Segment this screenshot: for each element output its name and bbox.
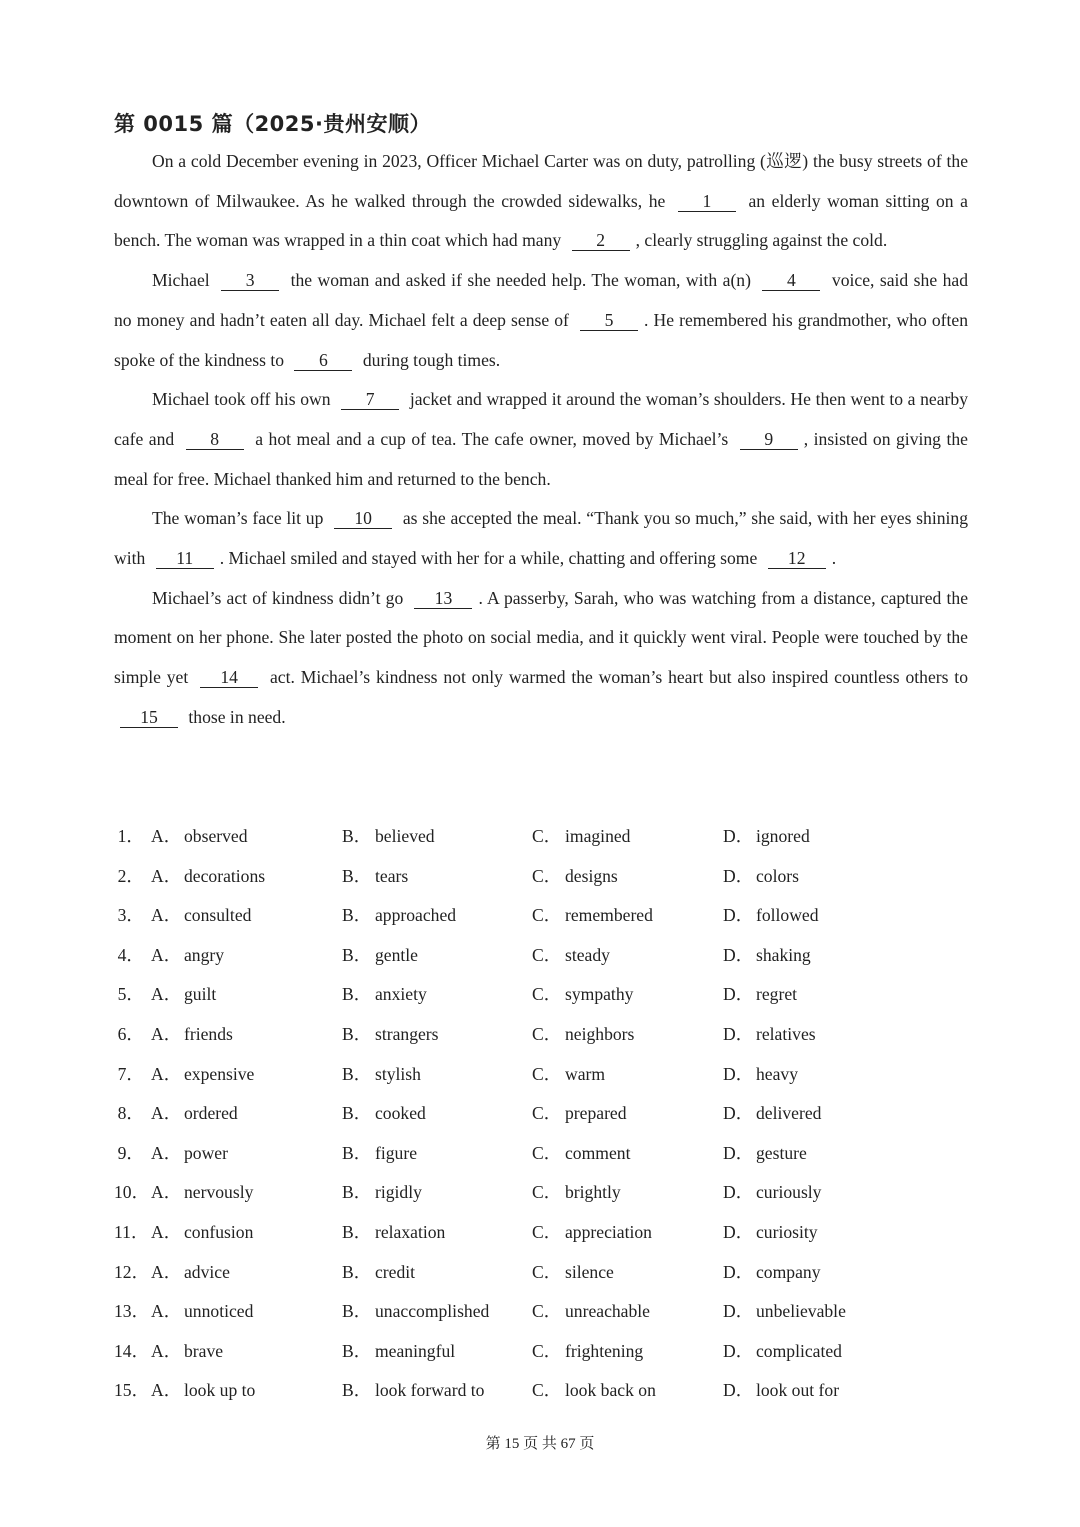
passage-text: as she accepted the meal. “Thank you so much,” she said, with her eyes shining with [114,508,968,569]
passage-text: during tough times. [358,349,501,370]
blank-3: 3 [221,270,279,291]
option-word: relatives [756,1023,816,1044]
option-word: unbelievable [756,1301,846,1322]
question-number: 14． [114,1340,150,1361]
option-word: warm [565,1063,606,1084]
option-choice [532,1094,627,1134]
option-choice [151,936,224,976]
option-choice [532,1015,634,1055]
option-letter: A． [151,944,182,965]
option-word: delivered [756,1103,822,1124]
question-row [114,1292,974,1332]
option-letter: A． [151,1023,182,1044]
option-word: anxiety [375,984,427,1005]
question-row [114,896,974,936]
option-choice [532,936,610,976]
option-choice [723,817,810,857]
option-word: prepared [565,1103,627,1124]
option-word: unreachable [565,1301,650,1322]
option-word: ignored [756,826,810,846]
option-word: gentle [375,944,418,965]
option-choice [151,1292,253,1332]
passage-title: 第 0015 篇（2025·贵州安顺） [114,112,431,136]
option-letter: B． [342,1023,372,1044]
passage-text: . [831,548,837,569]
question-row [114,1213,974,1253]
option-letter: C． [532,865,562,886]
option-letter: D． [723,1340,754,1361]
option-letter: C． [532,1023,562,1044]
option-choice [342,896,456,936]
blank-2: 2 [572,230,630,251]
question-row [114,1371,974,1411]
option-letter: A． [151,1340,182,1361]
passage-text: the woman and asked if she needed help. The woman, with a(n) [285,270,757,291]
option-word: power [184,1142,228,1163]
option-letter: B． [342,1103,372,1124]
option-word: observed [184,826,248,846]
passage-text: Michael’s act of kindness didn’t go [152,587,409,608]
passage-text: , insisted on giving the meal for free. Michael thanked him and returned to the bench. [114,428,968,489]
blank-12: 12 [768,548,826,569]
option-choice [532,1371,656,1411]
option-word: designs [565,865,618,886]
option-choice [532,1253,614,1293]
option-letter: A． [151,1261,182,1282]
passage-text: a hot meal and a cup of tea. The cafe owner, moved by Michael’s [249,428,734,449]
option-word: look up to [184,1380,256,1401]
option-word: angry [184,944,225,965]
blank-13: 13 [414,588,472,609]
question-number: 1． [117,826,144,846]
option-letter: B． [342,1301,372,1322]
option-letter: C． [532,944,562,965]
option-choice [342,1173,422,1213]
option-letter: D． [723,1261,754,1282]
option-letter: B． [342,984,372,1005]
question-number: 12． [114,1261,150,1282]
option-letter: C． [532,1142,562,1163]
option-choice [342,1055,421,1095]
option-letter: B． [342,1142,372,1163]
option-choice [342,1371,484,1411]
option-word: confusion [184,1221,254,1242]
option-word: complicated [756,1340,842,1361]
option-word: unnoticed [184,1301,254,1322]
option-choice [532,857,618,897]
option-choice [723,1213,818,1253]
option-word: credit [375,1261,416,1282]
option-word: tears [375,865,409,886]
option-word: cooked [375,1103,426,1124]
question-number: 8． [117,1103,144,1124]
option-word: look forward to [375,1380,485,1401]
option-choice [532,1213,652,1253]
question-row [114,936,974,976]
question-row [114,1134,974,1174]
option-word: sympathy [565,984,634,1005]
option-choice [151,817,248,857]
question-number: 5． [117,984,144,1005]
question-number: 15． [114,1380,150,1401]
option-word: regret [756,984,798,1005]
option-letter: C． [532,1380,562,1401]
option-choice [723,975,797,1015]
option-choice [342,936,418,976]
option-letter: D． [723,1380,754,1401]
option-choice [723,1134,807,1174]
blank-14: 14 [200,667,258,688]
option-choice [151,975,216,1015]
passage-paragraph [114,261,968,380]
question-row [114,857,974,897]
question-number: 13． [114,1301,150,1322]
option-letter: C． [532,1340,562,1361]
option-letter: A． [151,826,182,846]
option-choice [532,896,653,936]
passage-paragraph [114,142,968,261]
option-choice [151,1173,253,1213]
option-letter: D． [723,1103,754,1124]
option-word: approached [375,905,457,926]
option-choice [342,817,435,857]
option-choice [723,1173,821,1213]
option-letter: C． [532,984,562,1005]
option-choice [723,1292,846,1332]
option-choice [342,1094,426,1134]
question-number: 4． [117,944,144,965]
option-word: decorations [184,865,266,886]
option-choice [532,1055,605,1095]
option-word: gesture [756,1142,807,1163]
question-row [114,1253,974,1293]
option-letter: A． [151,865,182,886]
passage-text: jacket and wrapped it around the woman’s shoulders. He then went to a nearby cafe and [114,389,968,449]
option-letter: D． [723,1063,754,1084]
option-letter: A． [151,1380,182,1401]
option-letter: A． [151,905,182,926]
passage-text: . Michael smiled and stayed with her for a while, chatting and offering some [219,548,762,569]
option-letter: D． [723,944,754,965]
question-number: 6． [117,1023,144,1044]
option-word: nervously [184,1182,254,1203]
option-letter: B． [342,1221,372,1242]
option-letter: C． [532,1221,562,1242]
option-word: strangers [375,1023,439,1044]
option-choice [532,817,630,857]
option-choice [151,1371,255,1411]
option-word: meaningful [375,1340,456,1361]
passage-text: Michael took off his own [152,389,336,410]
option-letter: B． [342,1182,372,1203]
option-choice [151,1055,254,1095]
option-letter: D． [723,1142,754,1163]
option-word: stylish [375,1063,421,1084]
option-letter: D． [723,826,754,846]
blank-4: 4 [762,270,820,291]
option-letter: A． [151,1142,182,1163]
option-word: relaxation [375,1221,446,1242]
option-letter: A． [151,1221,182,1242]
option-choice [151,1094,238,1134]
option-letter: D． [723,1221,754,1242]
option-choice [532,1332,643,1372]
option-letter: D． [723,1301,754,1322]
option-letter: C． [532,1261,562,1282]
blank-6: 6 [294,350,352,371]
option-letter: B． [342,1380,372,1401]
cloze-passage [114,142,968,738]
option-word: brightly [565,1182,621,1203]
option-letter: B． [342,1261,372,1282]
option-word: brave [184,1340,224,1361]
option-letter: D． [723,984,754,1005]
option-word: ordered [184,1103,238,1124]
option-word: advice [184,1261,230,1282]
option-letter: C． [532,1063,562,1084]
passage-text: voice, said she had no money and hadn’t eaten all day. Michael felt a deep sense of [114,270,968,330]
option-choice [532,1292,650,1332]
passage-text: Michael [152,270,216,291]
option-word: curiosity [756,1221,818,1242]
question-row [114,1055,974,1095]
page-footer: 第 15 页 共 67 页 [485,1436,595,1452]
option-letter: C． [532,1301,562,1322]
blank-7: 7 [341,389,399,410]
option-choice [342,857,408,897]
question-number: 7． [117,1063,144,1084]
option-word: imagined [565,826,631,846]
option-letter: C． [532,1182,562,1203]
option-choice [151,896,251,936]
option-word: look out for [756,1380,840,1401]
option-letter: A． [151,1063,182,1084]
passage-text: . He remembered his grandmother, who often spoke of the kindness to [114,309,968,370]
question-row [114,1173,974,1213]
option-word: colors [756,865,799,886]
blank-8: 8 [186,429,244,450]
option-letter: B． [342,865,372,886]
option-choice [723,1371,839,1411]
question-row [114,817,974,857]
option-word: curiously [756,1182,822,1203]
option-choice [342,1134,417,1174]
option-choice [151,1134,228,1174]
question-row [114,1332,974,1372]
option-choice [723,1094,821,1134]
passage-text: . A passerby, Sarah, who was watching from a distance, captured the moment on her phone. She later posted the photo on social media, and it quickly went viral. People were touched by the simple yet [114,587,968,688]
option-word: guilt [184,984,217,1005]
option-word: appreciation [565,1221,652,1242]
question-row [114,1094,974,1134]
answer-options [114,817,974,1411]
option-word: heavy [756,1063,799,1084]
option-choice [723,857,799,897]
option-letter: A． [151,984,182,1005]
option-choice [342,1213,445,1253]
option-word: rigidly [375,1182,422,1203]
option-choice [151,1015,233,1055]
question-number: 10． [114,1182,150,1203]
option-choice [723,1253,821,1293]
option-choice [342,975,427,1015]
option-letter: D． [723,1182,754,1203]
option-choice [723,936,811,976]
option-choice [723,1015,816,1055]
option-word: consulted [184,905,252,926]
option-word: friends [184,1023,233,1044]
passage-text: those in need. [184,706,286,727]
option-word: neighbors [565,1023,635,1044]
option-word: steady [565,944,610,965]
blank-15: 15 [120,707,178,728]
option-letter: D． [723,905,754,926]
option-choice [532,1173,621,1213]
question-number: 3． [117,905,144,926]
blank-11: 11 [156,548,214,569]
option-word: followed [756,905,819,926]
option-choice [532,975,633,1015]
option-word: company [756,1261,821,1282]
option-choice [723,896,819,936]
option-letter: A． [151,1182,182,1203]
option-choice [342,1292,489,1332]
option-word: silence [565,1261,614,1282]
question-number: 2． [117,865,144,886]
passage-text: The woman’s face lit up [152,508,329,529]
option-word: remembered [565,905,653,926]
passage-text: , clearly struggling against the cold. [635,230,888,251]
blank-5: 5 [580,310,638,331]
option-letter: B． [342,1063,372,1084]
question-row [114,1015,974,1055]
option-letter: B． [342,944,372,965]
question-number: 11． [114,1221,149,1242]
question-row [114,975,974,1015]
option-choice [342,1253,415,1293]
passage-paragraph [114,579,968,738]
passage-text: an elderly woman sitting on a bench. The woman was wrapped in a thin coat which had many [114,190,968,251]
blank-10: 10 [334,508,392,529]
option-letter: C． [532,1103,562,1124]
option-choice [342,1332,455,1372]
question-number: 9． [117,1142,144,1163]
option-letter: A． [151,1301,182,1322]
option-letter: D． [723,865,754,886]
passage-paragraph [114,380,968,499]
option-word: figure [375,1142,418,1163]
option-choice [151,1253,230,1293]
option-choice [151,857,265,897]
option-letter: B． [342,826,372,846]
option-choice [342,1015,439,1055]
blank-9: 9 [740,429,798,450]
option-letter: B． [342,905,372,926]
option-letter: B． [342,1340,372,1361]
option-word: believed [375,826,435,846]
option-letter: A． [151,1103,182,1124]
passage-text: On a cold December evening in 2023, Officer Michael Carter was on duty, patrolling (巡逻) the busy streets of the downtown of Milwaukee. As he walked through the crowded sidewalks, he [114,151,968,211]
option-word: expensive [184,1063,255,1084]
option-letter: C． [532,905,562,926]
passage-paragraph [114,499,968,578]
option-word: frightening [565,1340,644,1361]
option-choice [151,1332,223,1372]
option-choice [723,1055,798,1095]
blank-1: 1 [678,191,736,212]
option-letter: C． [532,826,562,846]
option-word: look back on [565,1380,656,1401]
passage-text: act. Michael’s kindness not only warmed the woman’s heart but also inspired countless others to [264,667,968,688]
option-choice [532,1134,630,1174]
option-word: comment [565,1142,631,1163]
option-choice [723,1332,842,1372]
option-letter: D． [723,1023,754,1044]
option-word: unaccomplished [375,1301,490,1322]
option-choice [151,1213,253,1253]
option-word: shaking [756,944,811,965]
